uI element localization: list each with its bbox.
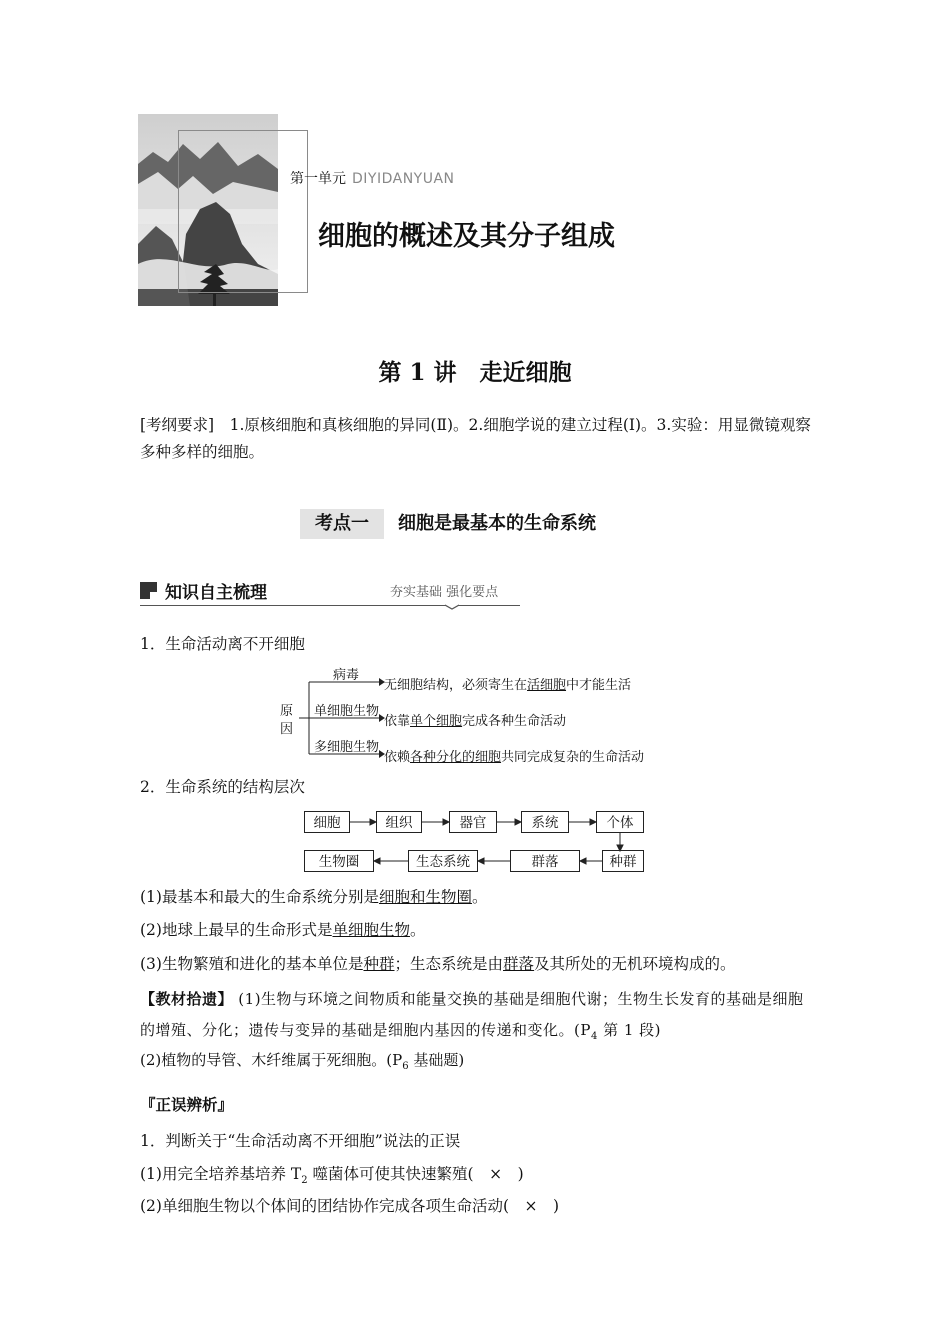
point-1-u2: 生物圈 (425, 888, 473, 906)
branch-uni-pre: 依靠 (384, 714, 411, 729)
branch-multi-post: 共同完成复杂的生命活动 (501, 750, 645, 765)
point-3-mid: ；生态系统是由 (394, 955, 503, 973)
kaodian-tag: 考点一 (300, 509, 384, 539)
level-box: 器官 (449, 811, 497, 833)
header-frame (178, 130, 308, 293)
reason-label-top: 原 (280, 704, 294, 719)
judge-q1-post: 噬菌体可使其快速繁殖( × ) (307, 1165, 524, 1183)
requirements-text: 1.原核细胞和真核细胞的异同(Ⅱ)。2.细胞学说的建立过程(Ⅰ)。3.实验：用显微镜观察多种多样的细胞。 (140, 416, 811, 461)
judge-q2: (2)单细胞生物以个体间的团结协作完成各项生命活动( × ) (140, 1197, 560, 1215)
branch-key-virus: 病毒 (333, 668, 360, 683)
requirements-label: [考纲要求] (140, 416, 215, 434)
point-1-pre: (1)最基本和最大的生命系统分别是 (140, 888, 379, 906)
unit-title: 细胞的概述及其分子组成 (318, 221, 615, 252)
heading-2: 2．生命系统的结构层次 (140, 778, 305, 796)
level-box: 个体 (596, 811, 644, 833)
level-box: 群落 (510, 850, 580, 872)
point-2-u1: 单细胞生物 (332, 921, 410, 939)
point-1 (140, 885, 488, 907)
textbook-note-2 (140, 1049, 464, 1072)
textbook-sub-1: 4 (590, 1031, 598, 1042)
point-2-post: 。 (409, 921, 426, 939)
kaodian-heading (300, 509, 596, 539)
judge-q1-pre: (1)用完全培养基培养 T (140, 1165, 302, 1183)
point-3 (140, 952, 736, 974)
section-label: 知识自主梳理 (165, 583, 267, 603)
textbook-label: 【教材拾遗】 (140, 990, 234, 1008)
branch-key-multicellular: 多细胞生物 (314, 740, 380, 755)
textbook-text-1: (1)生物与环境之间物质和能量交换的基础是细胞代谢；生物生长发育的基础是细胞的增殖、分化；遗传与变异的基础是细胞内基因的传递和变化。(P (140, 990, 804, 1039)
judge-label: 『正误辨析』 (140, 1096, 234, 1114)
level-box: 系统 (521, 811, 569, 833)
branch-key-unicellular: 单细胞生物 (314, 704, 380, 719)
branch-multi-pre: 依赖 (384, 750, 411, 765)
section-underline (140, 605, 520, 606)
textbook-text-2b: 基础题) (408, 1051, 465, 1069)
textbook-text-1b: 第 1 段) (597, 1021, 662, 1039)
point-1-mid: 和 (409, 888, 426, 906)
point-2 (140, 918, 426, 940)
textbook-sub-2: 6 (402, 1061, 409, 1072)
section-notch-icon (445, 602, 459, 610)
branch-uni-post: 完成各种生命活动 (462, 714, 567, 729)
heading-1: 1．生命活动离不开细胞 (140, 635, 305, 653)
level-box: 生态系统 (408, 850, 478, 872)
judge-q1-sub: 2 (301, 1175, 308, 1187)
reason-label-bottom: 因 (280, 722, 294, 737)
unit-cn: 第一单元 (290, 171, 346, 187)
textbook-note-1 (140, 984, 812, 1052)
unit-label (290, 168, 455, 188)
point-1-u1: 细胞 (378, 888, 410, 906)
branch-virus-underlined: 活细胞 (527, 678, 567, 693)
section-bar (140, 578, 520, 608)
point-1-post: 。 (472, 888, 488, 906)
point-3-u2: 群落 (503, 955, 535, 973)
point-3-pre: (3)生物繁殖和进化的基本单位是 (140, 955, 364, 973)
section-square-icon (140, 582, 157, 599)
textbook-text-2: (2)植物的导管、木纤维属于死细胞。(P (140, 1051, 403, 1069)
section-right-text: 夯实基础 强化要点 (390, 585, 499, 600)
branch-text-virus (384, 674, 631, 693)
kaodian-title: 细胞是最基本的生命系统 (398, 513, 596, 534)
level-box: 生物圈 (304, 850, 374, 872)
branch-virus-post: 中才能生活 (566, 678, 632, 693)
requirements (140, 412, 812, 466)
point-3-u1: 种群 (363, 955, 395, 973)
branch-uni-underlined: 单个细胞 (410, 714, 463, 729)
level-box: 组织 (376, 811, 422, 833)
branch-text-multicellular (384, 746, 644, 765)
branch-multi-underlined: 各种分化的细胞 (410, 750, 502, 765)
branch-text-unicellular (384, 710, 566, 729)
lecture-title: 第 1 讲 走近细胞 (378, 359, 572, 386)
judge-q1 (140, 1162, 524, 1186)
judge-intro: 1．判断关于“生命活动离不开细胞”说法的正误 (140, 1132, 461, 1150)
unit-en: DIYIDANYUAN (352, 171, 455, 187)
levels-arrows (300, 805, 650, 875)
branch-virus-pre: 无细胞结构，必须寄生在 (384, 678, 528, 693)
level-box: 种群 (602, 850, 644, 872)
point-3-post: 及其所处的无机环境构成的。 (534, 955, 736, 973)
point-2-pre: (2)地球上最早的生命形式是 (140, 921, 333, 939)
level-box: 细胞 (304, 811, 350, 833)
